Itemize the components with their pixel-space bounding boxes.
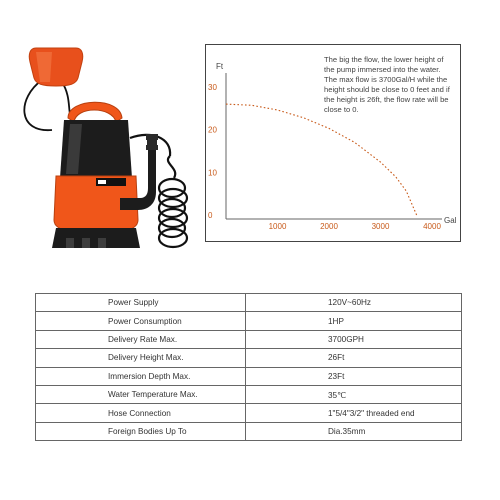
spec-label: Delivery Rate Max. bbox=[36, 330, 246, 348]
spec-value: 120V~60Hz bbox=[246, 294, 462, 312]
performance-chart bbox=[205, 44, 461, 242]
x-tick-label: 3000 bbox=[371, 222, 390, 231]
y-tick-label: 10 bbox=[208, 168, 217, 178]
flow-height-curve bbox=[226, 104, 417, 215]
annotation-line: the height is 26ft, the flow rate will be bbox=[324, 95, 449, 104]
spec-label: Power Supply bbox=[36, 294, 246, 312]
annotation-line: close to 0. bbox=[324, 105, 359, 114]
spec-value: 26Ft bbox=[246, 349, 462, 367]
annotation-line: the pump immersed into the water. bbox=[324, 65, 441, 74]
spec-label: Delivery Height Max. bbox=[36, 349, 246, 367]
hose-connector bbox=[146, 134, 158, 150]
spec-value: Dia.35mm bbox=[246, 422, 462, 440]
spec-label: Water Temperature Max. bbox=[36, 385, 246, 403]
chart-annotation bbox=[324, 55, 451, 114]
annotation-line: height should be close to 0 feet and if bbox=[324, 85, 450, 94]
spec-value: 1"5/4"3/2" threaded end bbox=[246, 404, 462, 422]
spec-row bbox=[36, 404, 462, 422]
annotation-line: The max flow is 3700Gal/H while the bbox=[324, 75, 448, 84]
pump-base bbox=[52, 228, 140, 248]
float-switch bbox=[29, 48, 83, 86]
spec-label: Hose Connection bbox=[36, 404, 246, 422]
x-axis-unit: Gal bbox=[444, 216, 457, 225]
x-tick-label: 4000 bbox=[423, 222, 441, 231]
y-axis-unit: Ft bbox=[216, 62, 224, 71]
annotation-line: The big the flow, the lower height of bbox=[324, 55, 444, 64]
power-cord-coil bbox=[130, 135, 187, 247]
spec-value: 23Ft bbox=[246, 367, 462, 385]
spec-row bbox=[36, 330, 462, 348]
y-tick-label: 30 bbox=[208, 83, 217, 92]
spec-table bbox=[35, 293, 462, 441]
pump-handle bbox=[68, 102, 122, 122]
spec-row bbox=[36, 385, 462, 403]
x-tick-label: 2000 bbox=[320, 222, 338, 231]
spec-label: Immersion Depth Max. bbox=[36, 367, 246, 385]
spec-row bbox=[36, 367, 462, 385]
y-tick-label: 20 bbox=[208, 125, 217, 135]
pump-product-image bbox=[12, 38, 197, 263]
spec-value: 3700GPH bbox=[246, 330, 462, 348]
spec-label: Foreign Bodies Up To bbox=[36, 422, 246, 440]
x-tick-label: 1000 bbox=[268, 222, 287, 231]
spec-row bbox=[36, 349, 462, 367]
spec-row bbox=[36, 422, 462, 440]
spec-row bbox=[36, 312, 462, 330]
spec-value: 35℃ bbox=[246, 385, 462, 403]
spec-label: Power Consumption bbox=[36, 312, 246, 330]
y-tick-label: 0 bbox=[208, 211, 213, 220]
spec-row bbox=[36, 294, 462, 312]
spec-value: 1HP bbox=[246, 312, 462, 330]
